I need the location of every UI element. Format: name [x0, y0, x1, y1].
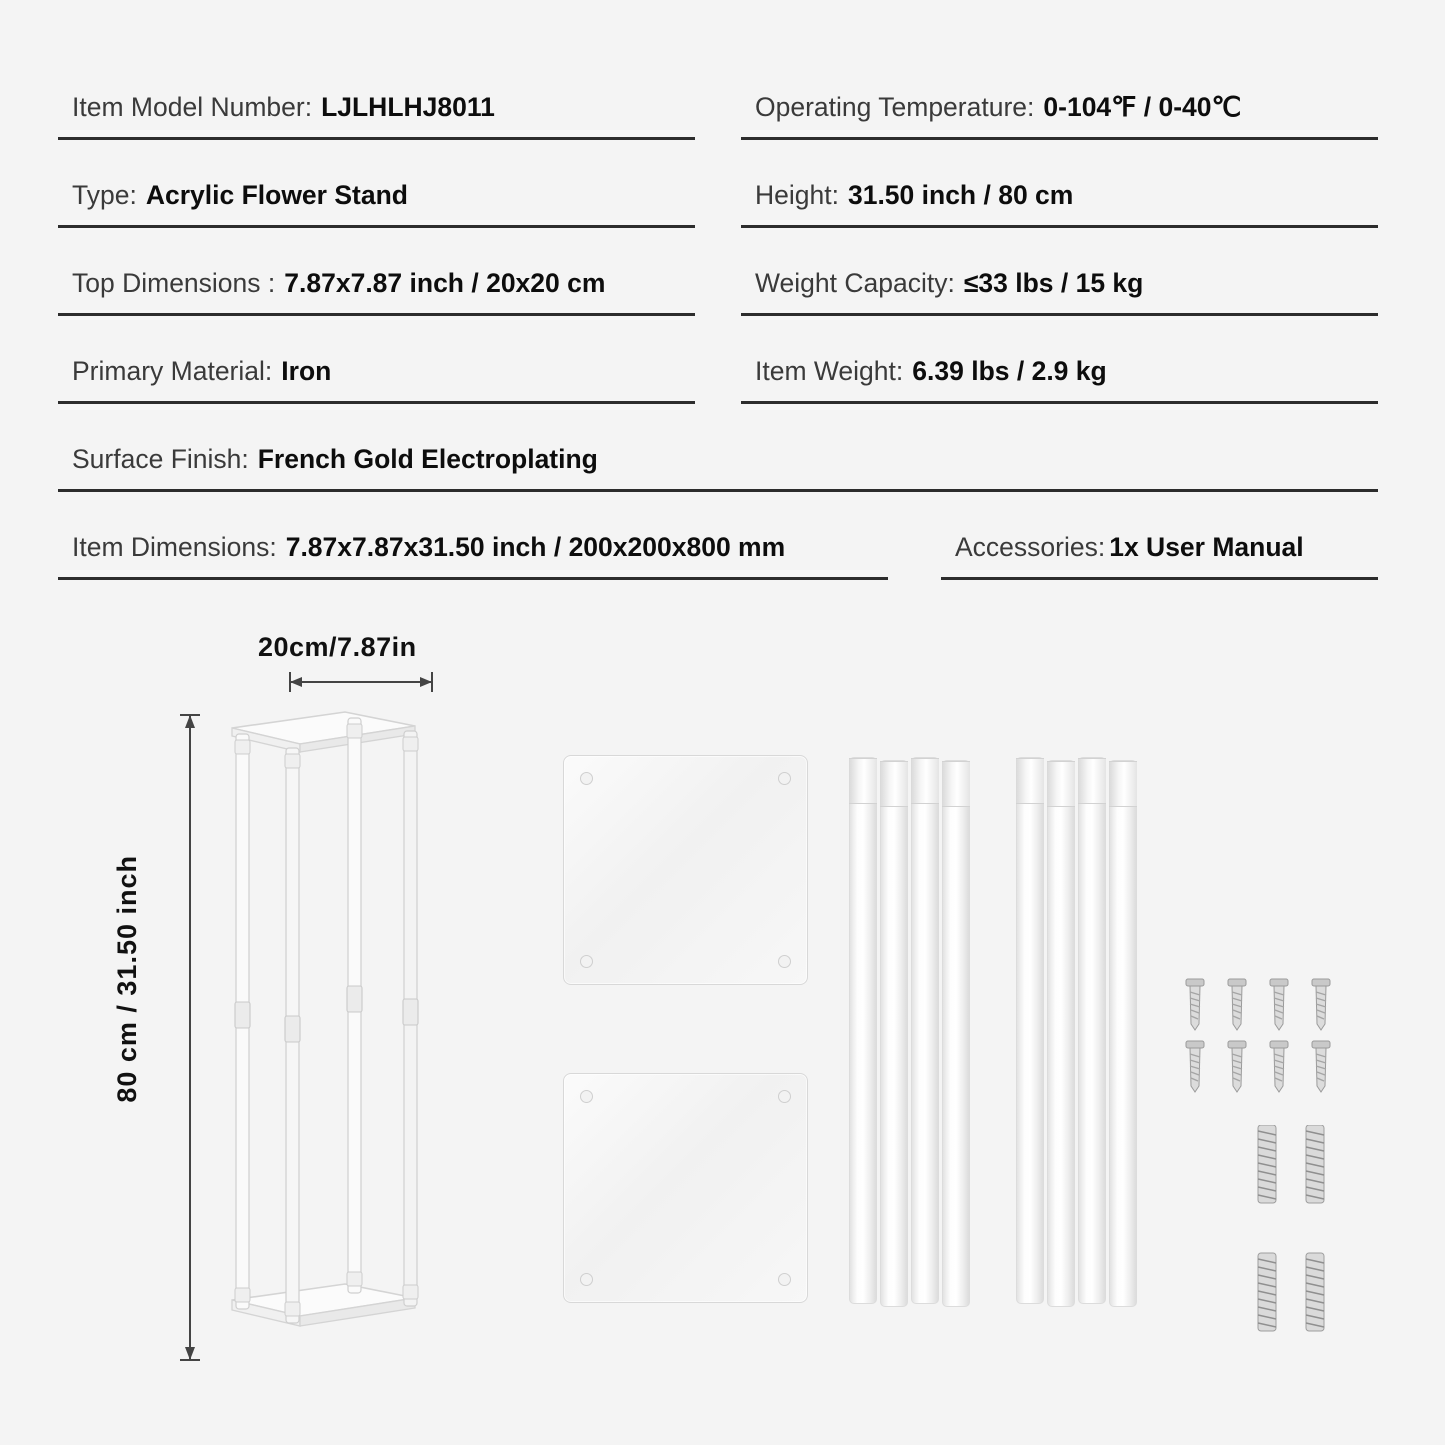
- spec-value: 1x User Manual: [1109, 532, 1304, 562]
- spec-row: [58, 444, 1378, 492]
- row-spacer: [58, 492, 1378, 532]
- spec-row: [58, 356, 1378, 404]
- tube-joint: [1109, 761, 1137, 807]
- spec-label: Surface Finish:: [72, 444, 249, 474]
- spec-label: Item Dimensions:: [72, 532, 277, 562]
- spec-operating-temperature: [741, 92, 1378, 140]
- screw-hole-icon: [580, 1273, 593, 1286]
- screw-hole-icon: [580, 1090, 593, 1103]
- spec-label: Height:: [755, 180, 839, 210]
- spec-value: 7.87x7.87 inch / 20x20 cm: [284, 268, 606, 298]
- spec-label: Primary Material:: [72, 356, 273, 386]
- specification-table: [58, 92, 1378, 580]
- acrylic-tube: [911, 757, 939, 1304]
- spec-label: Top Dimensions :: [72, 268, 276, 298]
- spec-label: Item Model Number:: [72, 92, 313, 122]
- screw-hole-icon: [778, 772, 791, 785]
- acrylic-tube: [1047, 760, 1075, 1307]
- acrylic-tube: [942, 760, 970, 1307]
- tube-joint: [911, 758, 939, 804]
- spec-value: 31.50 inch / 80 cm: [847, 180, 1074, 210]
- tube-joint: [880, 761, 908, 807]
- screw-hole-icon: [580, 955, 593, 968]
- spec-row: [58, 92, 1378, 140]
- acrylic-tube: [880, 760, 908, 1307]
- threaded-bolts-group: [1248, 1125, 1368, 1345]
- spec-value: 6.39 lbs / 2.9 kg: [912, 356, 1107, 386]
- assembled-stand-drawing: [0, 600, 560, 1445]
- row-spacer: [58, 140, 1378, 180]
- spec-value: 7.87x7.87x31.50 inch / 200x200x800 mm: [285, 532, 786, 562]
- screws-group: [1180, 975, 1360, 1105]
- screw-hole-icon: [778, 1090, 791, 1103]
- spec-value: ≤33 lbs / 15 kg: [963, 268, 1144, 298]
- spec-height: [741, 180, 1378, 228]
- spec-item-model-number: [58, 92, 695, 140]
- height-dimension-label: 80 cm / 31.50 inch: [112, 855, 142, 1103]
- acrylic-tube: [1078, 757, 1106, 1304]
- acrylic-tube: [1109, 760, 1137, 1307]
- spec-label: Item Weight:: [755, 356, 904, 386]
- tube-joint: [849, 758, 877, 804]
- row-spacer: [58, 228, 1378, 268]
- spec-label: Weight Capacity:: [755, 268, 955, 298]
- acrylic-tube: [849, 757, 877, 1304]
- spec-top-dimensions: [58, 268, 695, 316]
- acrylic-tube: [1016, 757, 1044, 1304]
- screw-hole-icon: [778, 1273, 791, 1286]
- spec-row: [58, 532, 1378, 580]
- spec-label: Accessories:: [955, 532, 1106, 562]
- spec-label: Type:: [72, 180, 137, 210]
- spec-type: [58, 180, 695, 228]
- product-illustration: [0, 600, 1445, 1445]
- spec-accessories: [941, 532, 1378, 580]
- tube-joint: [1016, 758, 1044, 804]
- spec-item-weight: [741, 356, 1378, 404]
- screw-hole-icon: [580, 772, 593, 785]
- tube-joint: [942, 761, 970, 807]
- spec-item-dimensions: [58, 532, 888, 580]
- tube-joint: [1047, 761, 1075, 807]
- spec-label: Operating Temperature:: [755, 92, 1035, 122]
- spec-value: LJLHLHJ8011: [321, 92, 495, 122]
- spec-value: Iron: [281, 356, 332, 386]
- tube-joint: [1078, 758, 1106, 804]
- screw-hole-icon: [778, 955, 791, 968]
- spec-value: 0-104℉ / 0-40℃: [1043, 92, 1242, 122]
- row-spacer: [58, 404, 1378, 444]
- acrylic-panel-bottom: [563, 1073, 808, 1303]
- spec-value: Acrylic Flower Stand: [145, 180, 408, 210]
- top-dimension-label: 20cm/7.87in: [258, 632, 417, 662]
- acrylic-panel-top: [563, 755, 808, 985]
- spec-weight-capacity: [741, 268, 1378, 316]
- spec-row: [58, 268, 1378, 316]
- spec-value: French Gold Electroplating: [257, 444, 598, 474]
- row-spacer: [58, 316, 1378, 356]
- spec-row: [58, 180, 1378, 228]
- spec-primary-material: [58, 356, 695, 404]
- spec-surface-finish: [58, 444, 1378, 492]
